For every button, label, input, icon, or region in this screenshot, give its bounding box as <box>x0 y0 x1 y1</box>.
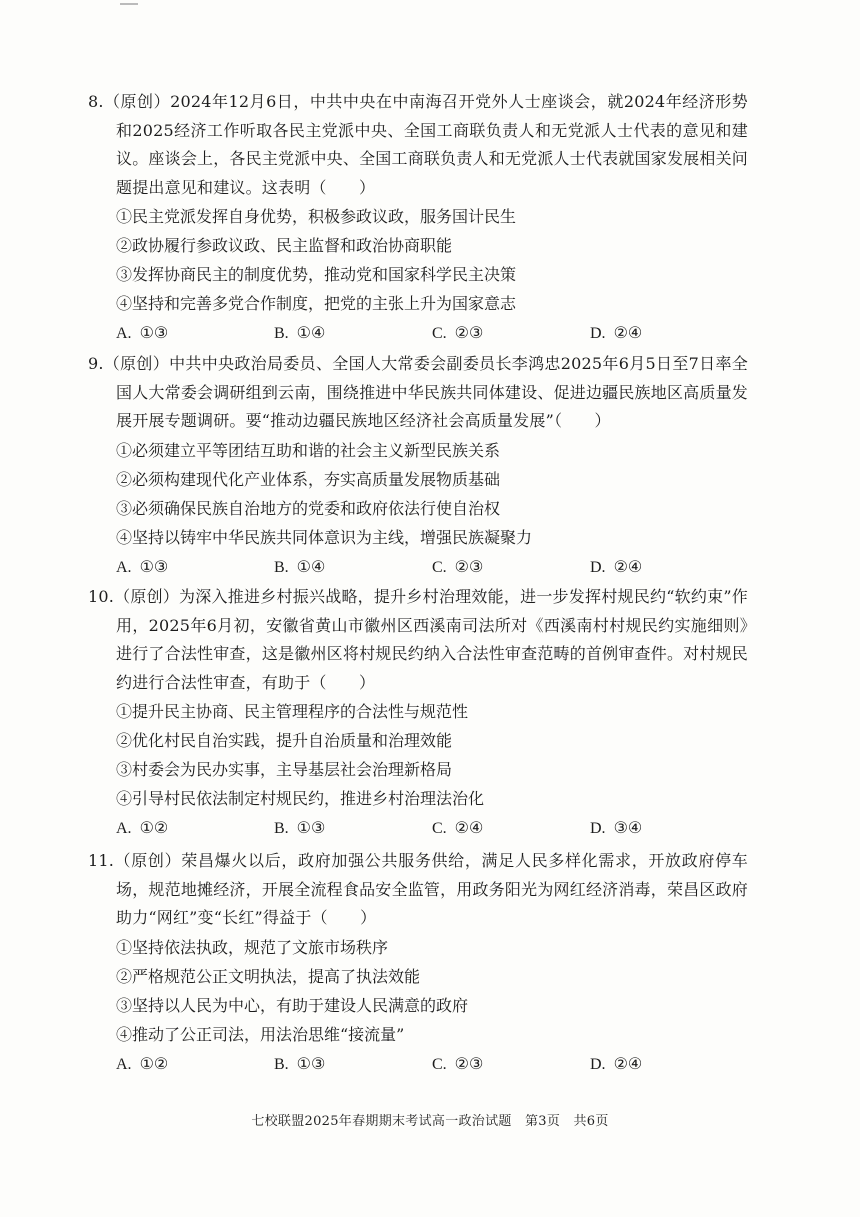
choice-letter: D. <box>590 558 606 576</box>
choice-a[interactable] <box>116 813 274 844</box>
statement-option: ①必须建立平等团结互助和谐的社会主义新型民族关系 <box>116 440 501 460</box>
statement-option: ②必须构建现代化产业体系，夯实高质量发展物质基础 <box>116 469 501 489</box>
statement-option: ①提升民主协商、民主管理程序的合法性与规范性 <box>116 702 469 721</box>
choice-letter: D. <box>590 325 606 342</box>
question-text: （原创）2024年12月6日，中共中央在中南海召开党外人士座谈会，就2024年经济形势和2025经济工作听取各民主党派中央、全国工商联负责人和无党派人士代表的意见和建议。座谈会上，各民主党派中央、全国工商联负责人和无党派人士代表就国家发展相关问题提出意见和建议。这表明（ ） <box>103 92 748 197</box>
question-stem <box>88 583 748 697</box>
scan-mark <box>120 3 138 5</box>
question-number: 11. <box>88 851 115 870</box>
question-text: （原创）为深入推进乡村振兴战略，提升乡村治理效能，进一步发挥村规民约“软约束”作用，2025年6月初，安徽省黄山市徽州区西溪南司法所对《西溪南村村规民约实施细则》进行了合法性审查，这是徽州区将村规民约纳入合法性审查范畴的首例审查件。对村规民约进行合法性审查，有助于（ ） <box>114 587 748 692</box>
choice-value: ②③ <box>454 556 484 576</box>
choice-value: ①② <box>139 818 169 837</box>
statement-option: ①民主党派发挥自身优势，积极参政议政，服务国计民生 <box>116 207 517 226</box>
choice-letter: A. <box>116 325 132 342</box>
choice-letter: D. <box>590 1055 606 1073</box>
choice-letter: D. <box>590 820 606 837</box>
choice-value: ①③ <box>296 818 326 837</box>
answer-choices <box>88 318 748 349</box>
choice-a[interactable] <box>116 552 274 583</box>
choice-c[interactable] <box>432 813 590 844</box>
statement-option: ①坚持依法执政，规范了文旅市场秩序 <box>116 937 389 957</box>
choice-letter: B. <box>274 820 289 837</box>
choice-letter: B. <box>274 325 289 342</box>
choice-d[interactable] <box>590 318 748 349</box>
question-11 <box>88 847 748 1080</box>
question-stem <box>88 350 748 436</box>
choice-value: ②④ <box>613 1053 643 1073</box>
choice-letter: C. <box>432 325 447 342</box>
page-footer: 七校联盟2025年春期期末考试高一政治试题 第3页 共6页 <box>251 1114 609 1129</box>
statement-option: ④引导村民依法制定村规民约，推进乡村治理法治化 <box>116 789 485 808</box>
statement-option: ③坚持以人民为中心，有助于建设人民满意的政府 <box>116 995 469 1015</box>
choice-value: ①③ <box>139 323 169 342</box>
choice-value: ②④ <box>613 556 643 576</box>
statement-option: ②政协履行参政议政、民主监督和政治协商职能 <box>116 236 453 255</box>
choice-d[interactable] <box>590 813 748 844</box>
choice-value: ②④ <box>454 818 484 837</box>
choice-letter: A. <box>116 1055 132 1073</box>
question-stem <box>88 88 748 202</box>
choice-letter: B. <box>274 1055 289 1073</box>
choice-value: ①④ <box>296 323 326 342</box>
answer-choices <box>88 813 748 844</box>
choice-c[interactable] <box>432 318 590 349</box>
choice-d[interactable] <box>590 1049 748 1080</box>
choice-b[interactable] <box>274 813 432 844</box>
question-number: 10. <box>88 587 115 606</box>
question-text: （原创）中共中央政治局委员、全国人大常委会副委员长李鸿忠2025年6月5日至7日率全国人大常委会调研组到云南，围绕推进中华民族共同体建设、促进边疆民族地区高质量发展开展专题调研。要“推动边疆民族地区经济社会高质量发展”（ ） <box>103 354 748 430</box>
choice-value: ①③ <box>296 1053 326 1073</box>
choice-b[interactable] <box>274 1049 432 1080</box>
question-text: （原创）荣昌爆火以后，政府加强公共服务供给，满足人民多样化需求，开放政府停车场，规范地摊经济，开展全流程食品安全监管，用政务阳光为网红经济消毒，荣昌区政府助力“网红”变“长红”得益于（ ） <box>114 851 748 927</box>
question-10 <box>88 583 748 844</box>
choice-value: ③④ <box>613 818 643 837</box>
choice-a[interactable] <box>116 318 274 349</box>
choice-d[interactable] <box>590 552 748 583</box>
choice-value: ②③ <box>454 1053 484 1073</box>
answer-choices <box>88 1049 748 1080</box>
choice-letter: A. <box>116 558 132 576</box>
choice-b[interactable] <box>274 552 432 583</box>
choice-b[interactable] <box>274 318 432 349</box>
question-8 <box>88 88 748 349</box>
statement-option: ②严格规范公正文明执法，提高了执法效能 <box>116 966 421 986</box>
choice-c[interactable] <box>432 552 590 583</box>
statement-option: ②优化村民自治实践，提升自治质量和治理效能 <box>116 731 453 750</box>
choice-letter: C. <box>432 820 447 837</box>
choice-a[interactable] <box>116 1049 274 1080</box>
statement-option: ④推动了公正司法，用法治思维“接流量” <box>116 1024 405 1044</box>
choice-value: ①③ <box>139 556 169 576</box>
question-number: 9. <box>88 354 104 373</box>
statement-option: ③发挥协商民主的制度优势，推动党和国家科学民主决策 <box>116 265 517 284</box>
choice-value: ②④ <box>613 323 643 342</box>
question-9 <box>88 350 748 583</box>
question-stem <box>88 847 748 933</box>
statement-option: ④坚持和完善多党合作制度，把党的主张上升为国家意志 <box>116 294 517 313</box>
choice-value: ②③ <box>454 323 484 342</box>
question-number: 8. <box>88 92 104 111</box>
statement-option: ③村委会为民办实事，主导基层社会治理新格局 <box>116 760 453 779</box>
choice-value: ①② <box>139 1053 169 1073</box>
statement-option: ③必须确保民族自治地方的党委和政府依法行使自治权 <box>116 498 501 518</box>
choice-c[interactable] <box>432 1049 590 1080</box>
choice-letter: A. <box>116 820 132 837</box>
choice-letter: C. <box>432 558 447 576</box>
statement-option: ④坚持以铸牢中华民族共同体意识为主线，增强民族凝聚力 <box>116 527 533 547</box>
choice-letter: B. <box>274 558 289 576</box>
answer-choices <box>88 552 748 583</box>
choice-letter: C. <box>432 1055 447 1073</box>
choice-value: ①④ <box>296 556 326 576</box>
